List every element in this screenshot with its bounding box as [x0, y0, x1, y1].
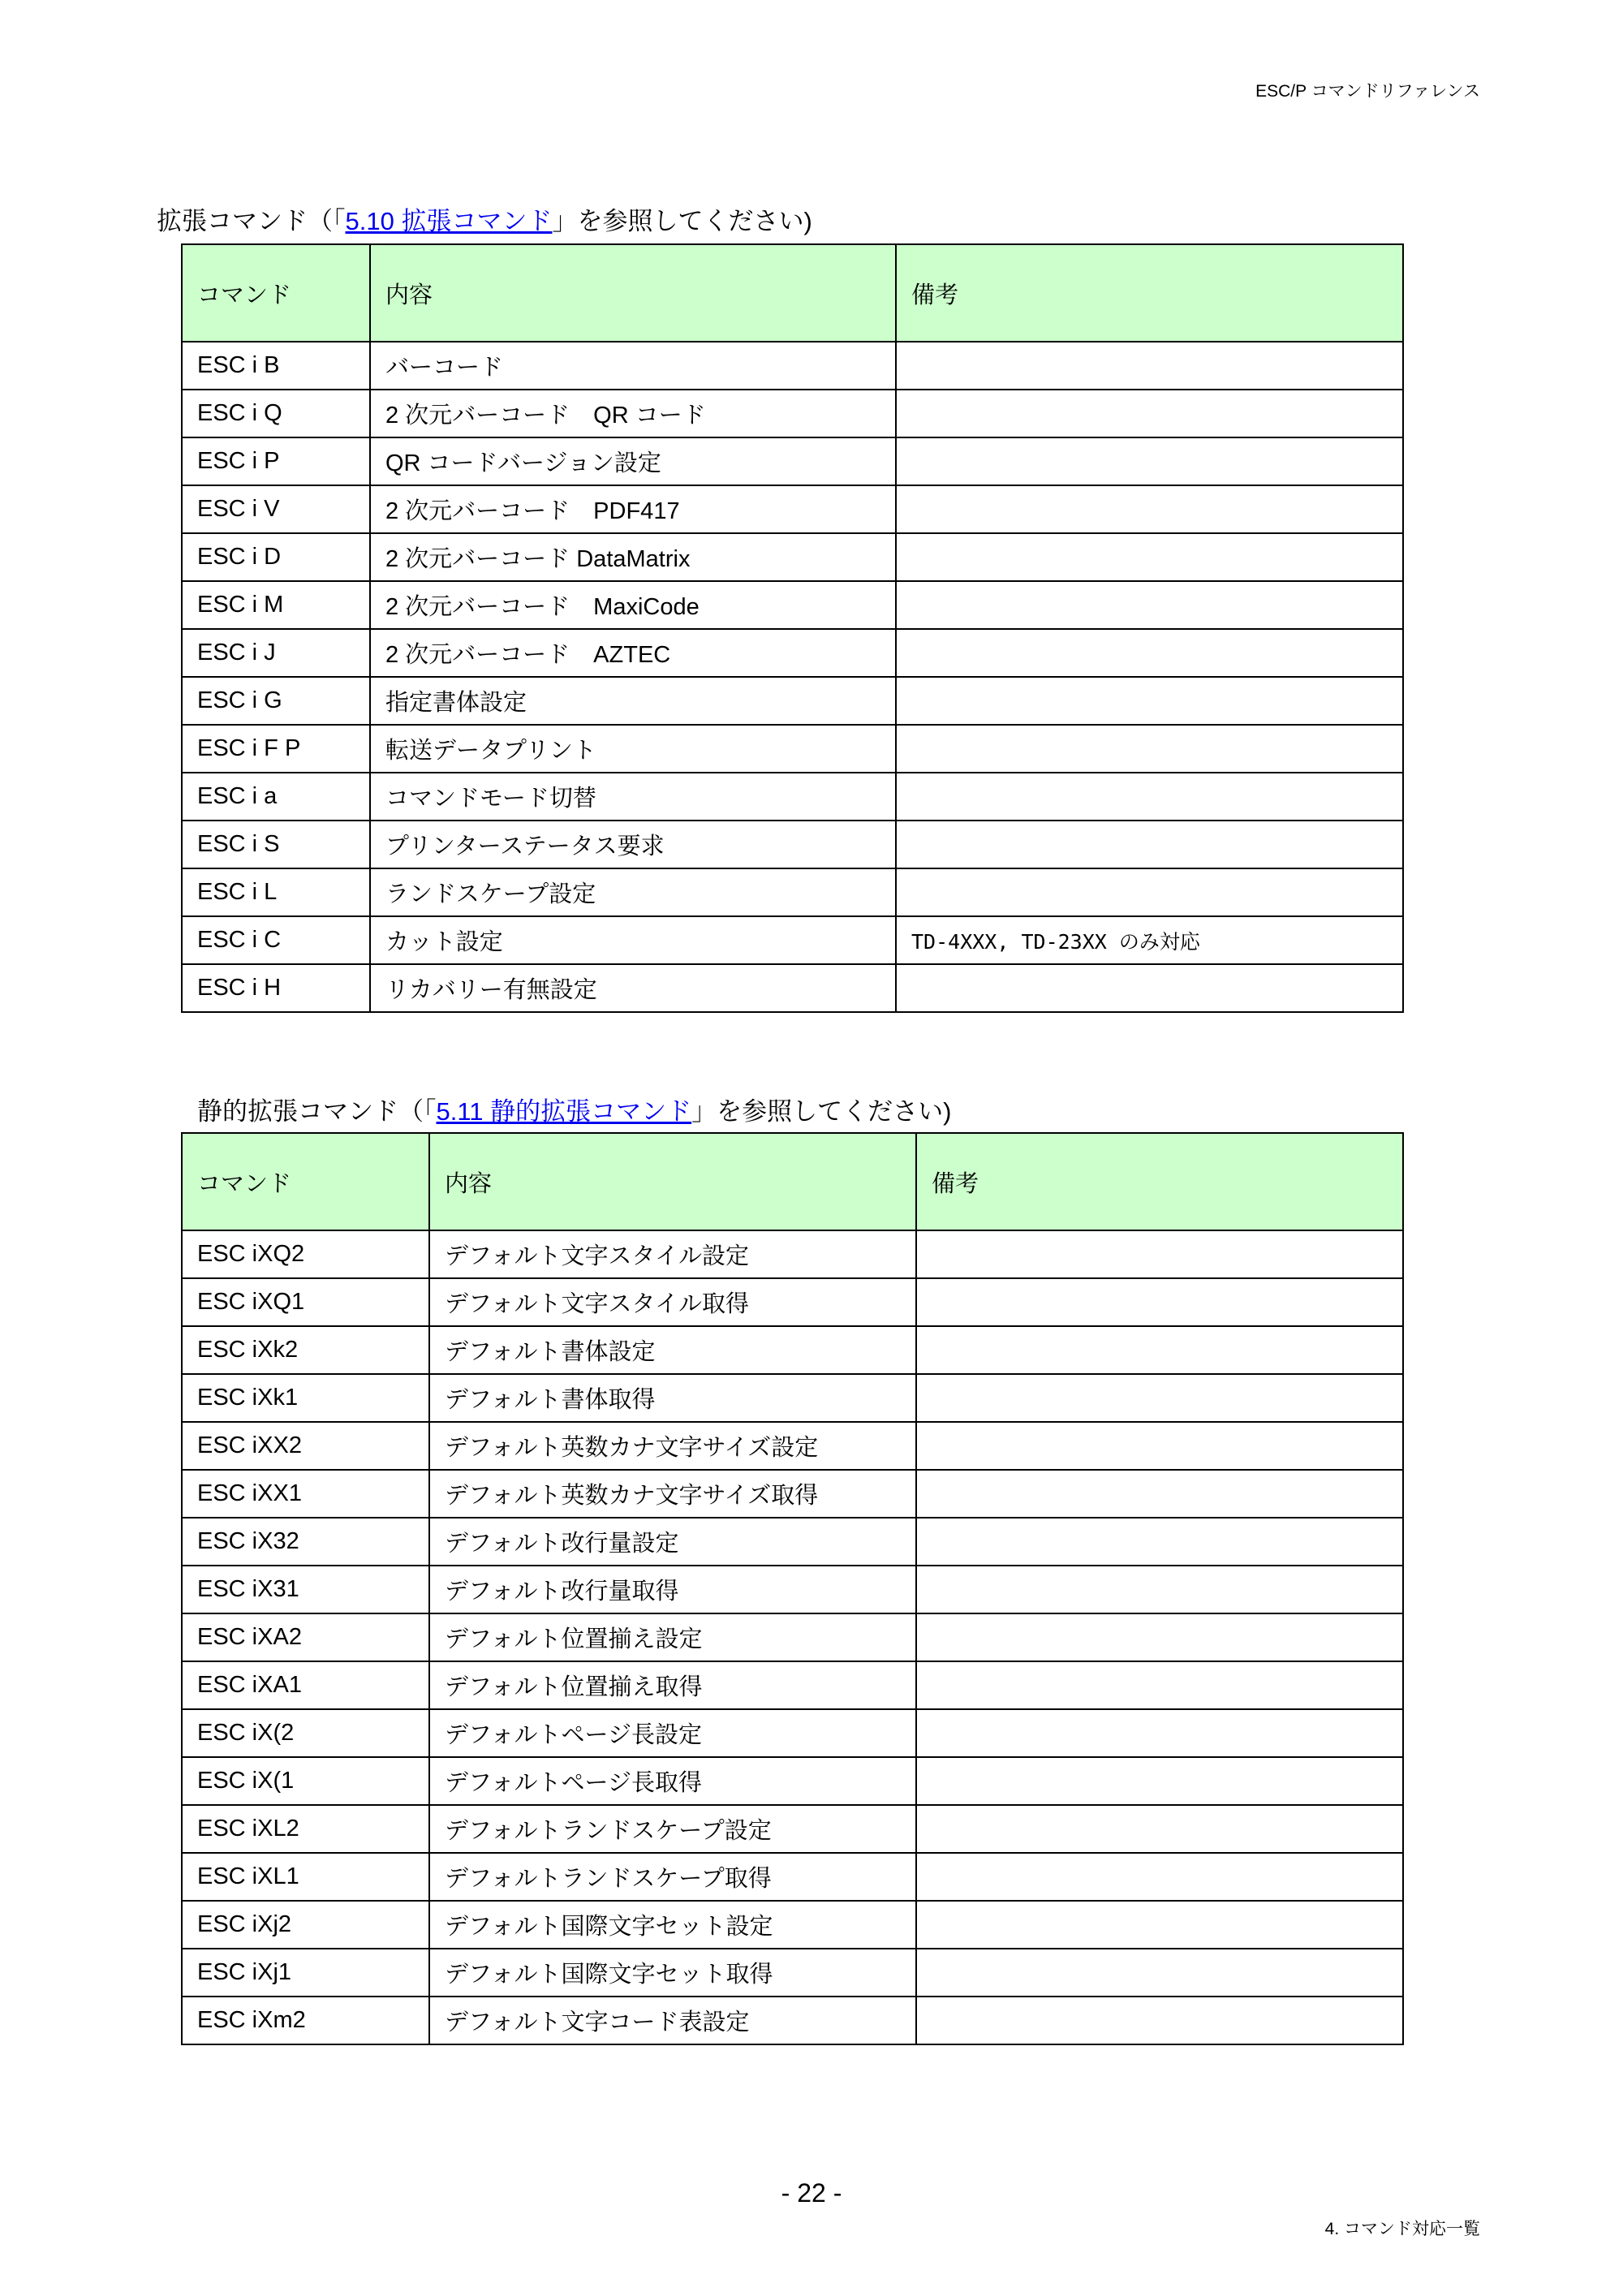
notes-cell: [896, 581, 1403, 629]
column-header-notes: 備考: [896, 244, 1403, 342]
table-row: [182, 677, 1403, 725]
notes-cell: [896, 437, 1403, 485]
notes-cell: [896, 629, 1403, 677]
content-cell: デフォルトランドスケープ設定: [429, 1805, 916, 1853]
command-cell: ESC i S: [182, 821, 370, 868]
table-row: [182, 485, 1403, 533]
content-cell: デフォルト英数カナ文字サイズ取得: [429, 1470, 916, 1518]
command-cell: ESC i M: [182, 581, 370, 629]
table-row: [182, 1470, 1403, 1518]
table-row: [182, 342, 1403, 390]
table-row: [182, 868, 1403, 916]
column-header-notes: 備考: [916, 1133, 1403, 1230]
content-cell: デフォルト国際文字セット設定: [429, 1901, 916, 1949]
content-cell: 2 次元バーコード DataMatrix: [370, 533, 896, 581]
section1-heading: [157, 200, 812, 237]
table-row: [182, 1278, 1403, 1326]
table-row: [182, 1566, 1403, 1613]
notes-cell: [916, 1518, 1403, 1566]
command-cell: ESC i D: [182, 533, 370, 581]
content-cell: 2 次元バーコード PDF417: [370, 485, 896, 533]
table-row: [182, 1757, 1403, 1805]
command-cell: ESC i B: [182, 342, 370, 390]
command-cell: ESC iX32: [182, 1518, 429, 1566]
section2-heading-suffix: 」を参照してください): [691, 1097, 952, 1126]
command-cell: ESC iXm2: [182, 1997, 429, 2044]
section2-heading-prefix: 静的拡張コマンド（「: [197, 1097, 437, 1126]
table-row: [182, 1661, 1403, 1709]
column-header-command: コマンド: [182, 1133, 429, 1230]
notes-cell: [896, 868, 1403, 916]
notes-cell: [916, 1949, 1403, 1997]
section1-heading-suffix: 」を参照してください): [552, 207, 812, 235]
section1-heading-prefix: 拡張コマンド（「: [157, 207, 346, 235]
table-row: [182, 1997, 1403, 2044]
notes-cell: [916, 1901, 1403, 1949]
content-cell: デフォルト書体設定: [429, 1326, 916, 1374]
table-row: [182, 1326, 1403, 1374]
command-cell: ESC i V: [182, 485, 370, 533]
command-cell: ESC iXL2: [182, 1805, 429, 1853]
command-cell: ESC iXQ2: [182, 1230, 429, 1278]
command-cell: ESC iX(2: [182, 1709, 429, 1757]
content-cell: ランドスケープ設定: [370, 868, 896, 916]
command-cell: ESC iXX2: [182, 1422, 429, 1470]
command-cell: ESC i Q: [182, 390, 370, 437]
content-cell: 2 次元バーコード MaxiCode: [370, 581, 896, 629]
section2-heading-link[interactable]: 5.11 静的拡張コマンド: [436, 1097, 692, 1126]
content-cell: QR コードバージョン設定: [370, 437, 896, 485]
page-number: - 22 -: [781, 2178, 842, 2208]
table-row: [182, 916, 1403, 964]
content-cell: プリンターステータス要求: [370, 821, 896, 868]
content-cell: デフォルト位置揃え設定: [429, 1613, 916, 1661]
command-cell: ESC iXL1: [182, 1853, 429, 1901]
content-cell: デフォルトランドスケープ取得: [429, 1853, 916, 1901]
extended-command-table: [181, 243, 1404, 1013]
content-cell: デフォルト英数カナ文字サイズ設定: [429, 1422, 916, 1470]
table-row: [182, 725, 1403, 773]
table-row: [182, 1709, 1403, 1757]
table-row: [182, 1422, 1403, 1470]
table-row: [182, 629, 1403, 677]
notes-cell: [916, 1661, 1403, 1709]
notes-cell: TD-4XXX, TD-23XX のみ対応: [896, 916, 1403, 964]
content-cell: デフォルトページ長設定: [429, 1709, 916, 1757]
table-row: [182, 533, 1403, 581]
command-cell: ESC i F P: [182, 725, 370, 773]
content-cell: デフォルト国際文字セット取得: [429, 1949, 916, 1997]
command-cell: ESC iXj1: [182, 1949, 429, 1997]
notes-cell: [916, 1805, 1403, 1853]
extended-command-rows: [182, 342, 1403, 1012]
table-row: [182, 1805, 1403, 1853]
table-row: [182, 1949, 1403, 1997]
table-row: [182, 1518, 1403, 1566]
footer-chapter-title: 4. コマンド対応一覧: [1324, 2220, 1480, 2238]
content-cell: デフォルトページ長取得: [429, 1757, 916, 1805]
content-cell: デフォルト文字コード表設定: [429, 1997, 916, 2044]
command-cell: ESC i L: [182, 868, 370, 916]
section1-heading-link[interactable]: 5.10 拡張コマンド: [345, 207, 553, 235]
notes-cell: [916, 1470, 1403, 1518]
notes-cell: [896, 964, 1403, 1012]
content-cell: デフォルト改行量取得: [429, 1566, 916, 1613]
content-cell: デフォルト書体取得: [429, 1374, 916, 1422]
notes-cell: [896, 533, 1403, 581]
table-row: [182, 390, 1403, 437]
section2-heading: [197, 1091, 951, 1127]
command-cell: ESC i G: [182, 677, 370, 725]
column-header-content: 内容: [370, 244, 896, 342]
notes-cell: [916, 1374, 1403, 1422]
table-row: [182, 821, 1403, 868]
notes-cell: [916, 1278, 1403, 1326]
command-cell: ESC iXj2: [182, 1901, 429, 1949]
table-row: [182, 1901, 1403, 1949]
notes-cell: [896, 342, 1403, 390]
notes-cell: [916, 1422, 1403, 1470]
notes-cell: [916, 1326, 1403, 1374]
content-cell: バーコード: [370, 342, 896, 390]
table-row: [182, 581, 1403, 629]
notes-cell: [896, 677, 1403, 725]
command-cell: ESC iXX1: [182, 1470, 429, 1518]
table-header-row: [182, 244, 1403, 342]
notes-cell: [916, 1230, 1403, 1278]
notes-cell: [896, 725, 1403, 773]
notes-cell: [896, 485, 1403, 533]
command-cell: ESC iXk1: [182, 1374, 429, 1422]
content-cell: 指定書体設定: [370, 677, 896, 725]
command-cell: ESC iXQ1: [182, 1278, 429, 1326]
notes-cell: [916, 1566, 1403, 1613]
static-extended-command-rows: [182, 1230, 1403, 2044]
command-cell: ESC iX31: [182, 1566, 429, 1613]
command-cell: ESC i C: [182, 916, 370, 964]
command-cell: ESC i J: [182, 629, 370, 677]
content-cell: デフォルト文字スタイル取得: [429, 1278, 916, 1326]
static-extended-command-table: [181, 1132, 1404, 2045]
content-cell: リカバリー有無設定: [370, 964, 896, 1012]
content-cell: 2 次元バーコード QR コード: [370, 390, 896, 437]
table-header-row: [182, 1133, 1403, 1230]
content-cell: 転送データプリント: [370, 725, 896, 773]
table-row: [182, 1230, 1403, 1278]
notes-cell: [916, 1757, 1403, 1805]
command-cell: ESC iXA2: [182, 1613, 429, 1661]
notes-cell: [916, 1709, 1403, 1757]
table-row: [182, 964, 1403, 1012]
notes-cell: [916, 1613, 1403, 1661]
document-header-title: ESC/P コマンドリファレンス: [1255, 82, 1480, 101]
table-row: [182, 1853, 1403, 1901]
table-row: [182, 437, 1403, 485]
command-cell: ESC iXk2: [182, 1326, 429, 1374]
content-cell: カット設定: [370, 916, 896, 964]
command-cell: ESC iX(1: [182, 1757, 429, 1805]
column-header-content: 内容: [429, 1133, 916, 1230]
table-row: [182, 1613, 1403, 1661]
notes-cell: [916, 1997, 1403, 2044]
command-cell: ESC i P: [182, 437, 370, 485]
content-cell: コマンドモード切替: [370, 773, 896, 821]
notes-cell: [896, 773, 1403, 821]
content-cell: デフォルト位置揃え取得: [429, 1661, 916, 1709]
table-row: [182, 1374, 1403, 1422]
notes-cell: [896, 821, 1403, 868]
notes-cell: [916, 1853, 1403, 1901]
content-cell: 2 次元バーコード AZTEC: [370, 629, 896, 677]
table-row: [182, 773, 1403, 821]
content-cell: デフォルト改行量設定: [429, 1518, 916, 1566]
content-cell: デフォルト文字スタイル設定: [429, 1230, 916, 1278]
column-header-command: コマンド: [182, 244, 370, 342]
command-cell: ESC i a: [182, 773, 370, 821]
notes-cell: [896, 390, 1403, 437]
command-cell: ESC iXA1: [182, 1661, 429, 1709]
command-cell: ESC i H: [182, 964, 370, 1012]
